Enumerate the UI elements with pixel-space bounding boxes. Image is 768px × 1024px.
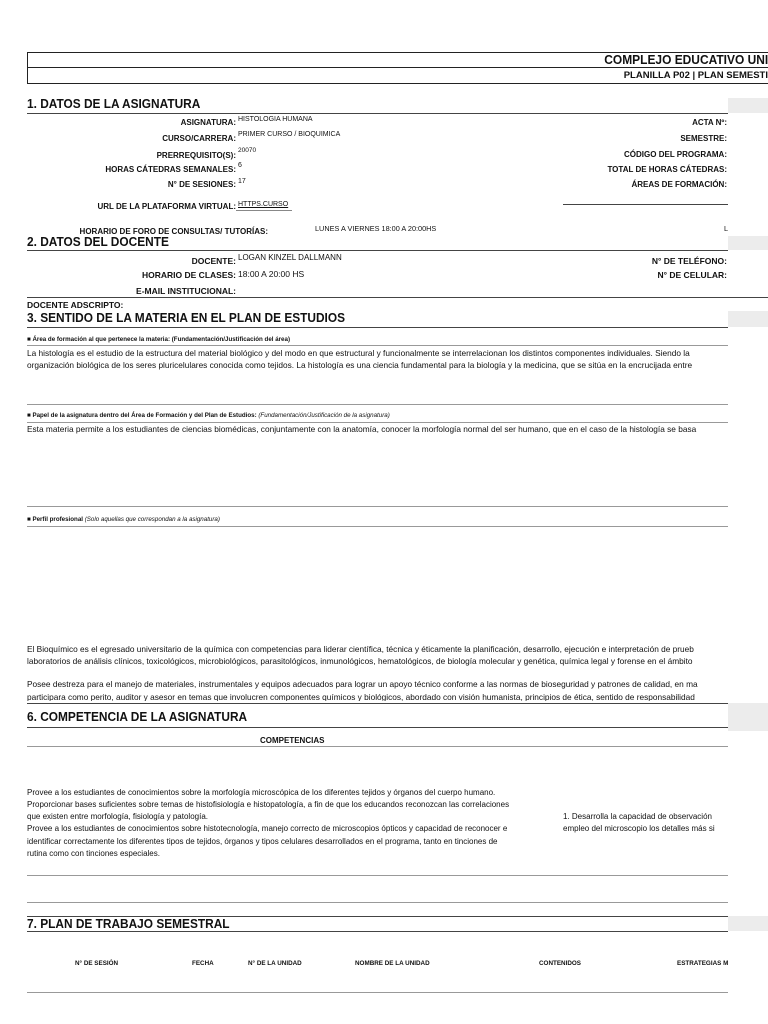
papel-asignatura-label — [27, 412, 390, 419]
field-label-codigo: CÓDIGO DEL PROGRAMA: — [624, 150, 727, 159]
perfil-label-text: ■ Perfil profesional — [27, 516, 83, 523]
section-band — [728, 98, 768, 113]
competencias-header: COMPETENCIAS — [260, 736, 325, 745]
platform-url-link[interactable]: HTTPS.CURSO — [238, 201, 289, 208]
field-label-foro: HORARIO DE FORO DE CONSULTAS/ TUTORÍAS: — [79, 227, 268, 236]
area-paragraph-line-1: La histología es el estudio de la estructura del material biológico y del modo en que estructural y funcionalmente se interrelacionan los distintos componentes individuales. Siendo la — [27, 348, 690, 358]
section-heading-7: 7. PLAN DE TRABAJO SEMESTRAL — [27, 917, 230, 931]
section-band — [728, 311, 768, 327]
competencia-line-5: identificar correctamente los diferentes tipos de tejidos, órganos y tipos celulares desarrollados en el programa, tanto en tinciones de — [27, 837, 498, 846]
field-value-asignatura: HISTOLOGIA HUMANA — [238, 116, 313, 123]
divider — [27, 506, 728, 507]
divider — [27, 727, 728, 728]
divider — [27, 526, 728, 527]
field-label-telefono: N° DE TELÉFONO: — [651, 256, 727, 266]
section-heading-3: 3. SENTIDO DE LA MATERIA EN EL PLAN DE ESTUDIOS — [27, 311, 346, 325]
field-label-email: E-MAIL INSTITUCIONAL: — [136, 286, 236, 296]
competencia-line-4: Provee a los estudiantes de conocimientos sobre histotecnología, manejo correcto de microscopios ópticos y capacidad de reconocer e — [27, 824, 508, 833]
divider — [27, 404, 728, 405]
page-title: COMPLEJO EDUCATIVO UNI — [604, 52, 768, 67]
column-header-fecha: FECHA — [192, 960, 214, 967]
papel-label-note: (Fundamentación/Justificación de la asignatura) — [258, 412, 390, 419]
page-subtitle: PLANILLA P02 | PLAN SEMESTI — [623, 70, 768, 81]
divider — [27, 345, 728, 346]
papel-paragraph: Esta materia permite a los estudiantes de ciencias biomédicas, conjuntamente con la anatomía, conocer la morfología normal del ser humano, que en el caso de la histología se basa — [27, 424, 697, 434]
section-heading-6: 6. COMPETENCIA DE LA ASIGNATURA — [27, 710, 248, 724]
perfil-label-note: (Solo aquellas que correspondan a la asignatura) — [84, 516, 220, 523]
perfil-profesional-label — [27, 516, 220, 523]
competencia-line-2: Proporcionar bases suficientes sobre temas de histofisiología e histopatología, a fin de que los educandos reconozcan las correlaciones — [27, 800, 510, 809]
divider — [27, 250, 728, 251]
section-heading-2: 2. DATOS DEL DOCENTE — [27, 235, 169, 249]
divider — [27, 703, 728, 704]
divider — [27, 875, 728, 876]
field-label-areas: ÁREAS DE FORMACIÓN: — [631, 180, 727, 189]
field-label-semestre: SEMESTRE: — [680, 134, 727, 143]
field-label-url: URL DE LA PLATAFORMA VIRTUAL: — [97, 202, 236, 211]
perfil-paragraph-line-4: participara como perito, auditor y asesor en temas que involucren componentes químicos y biológicos, abordado con visión humanista, principios de ética, sentido de responsabilidad — [27, 692, 695, 701]
field-label-curso: CURSO/CARRERA: — [162, 134, 236, 143]
cut-off-text: L — [724, 224, 729, 233]
section-band — [728, 236, 768, 250]
divider — [27, 422, 728, 423]
field-value-horario: 18:00 A 20:00 HS — [238, 269, 305, 279]
competencia-right-line-2: empleo del microscopio los detalles más si — [563, 824, 715, 833]
area-formacion-label: ■ Área de formación al que pertenece la materia: (Fundamentación/Justificación del área) — [27, 336, 291, 343]
divider — [27, 902, 728, 903]
field-value-docente: LOGAN KINZEL DALLMANN — [238, 253, 342, 262]
field-label-celular: N° DE CELULAR: — [657, 270, 727, 280]
column-header-contenidos: CONTENIDOS — [539, 960, 581, 967]
competencia-line-1: Provee a los estudiantes de conocimientos sobre la morfología microscópica de los diferentes tejidos y órganos del cuerpo humano. — [27, 788, 496, 797]
field-label-horas: HORAS CÁTEDRAS SEMANALES: — [105, 165, 236, 174]
field-value-foro: LUNES A VIERNES 18:00 A 20:00HS — [315, 224, 437, 233]
column-header-nombre: NOMBRE DE LA UNIDAD — [355, 960, 430, 967]
section-band — [728, 703, 768, 731]
section-heading-1: 1. DATOS DE LA ASIGNATURA — [27, 97, 201, 111]
divider — [27, 746, 728, 747]
field-label-sesiones: N° DE SESIONES: — [167, 180, 236, 189]
field-label-total-horas: TOTAL DE HORAS CÁTEDRAS: — [607, 165, 727, 174]
field-value-prerrequisito: 20070 — [238, 147, 257, 154]
divider — [563, 204, 728, 205]
field-label-horario: HORARIO DE CLASES: — [142, 270, 236, 280]
divider — [27, 327, 728, 328]
field-label-prerrequisito: PRERREQUISITO(S): — [156, 151, 236, 160]
field-label-asignatura: ASIGNATURA: — [180, 118, 236, 127]
divider — [27, 916, 728, 917]
field-value-horas: 6 — [238, 162, 242, 169]
perfil-paragraph-line-1: El Bioquímico es el egresado universitario de la química con competencias para liderar científica, técnica y éticamente la planificación, desarrollo, ejecución e interpretación de prueb — [27, 644, 694, 654]
field-label-docente: DOCENTE: — [191, 256, 236, 266]
field-label-acta: ACTA Nº: — [692, 118, 727, 127]
column-header-sesion: N° DE SESIÓN — [75, 960, 119, 967]
section-band — [728, 916, 768, 931]
url-underline — [236, 210, 292, 211]
competencia-line-6: rutina como con tinciones especiales. — [27, 849, 160, 858]
divider — [27, 931, 728, 932]
competencia-line-3: que existen entre morfología, fisiología y patología. — [27, 812, 208, 821]
divider — [27, 113, 728, 114]
column-header-unidad: N° DE LA UNIDAD — [248, 960, 302, 967]
divider — [27, 297, 768, 298]
perfil-paragraph-line-3: Posee destreza para el manejo de materiales, instrumentales y equipos adecuados para lograr un apoyo técnico conforme a las normas de bioseguridad y patrones de calidad, en ma — [27, 679, 698, 689]
perfil-paragraph-line-2: laboratorios de análisis clínicos, toxicológicos, microbiológicos, parasitológicos, inmunológicos, hematológicos, de biología molecular y genética, química legal y forense en el ámbito — [27, 656, 693, 666]
divider — [27, 992, 728, 993]
competencia-right-line-1: 1. Desarrolla la capacidad de observación — [563, 812, 712, 821]
field-value-curso: PRIMER CURSO / BIOQUIMICA — [238, 131, 341, 138]
papel-label-text: ■ Papel de la asignatura dentro del Área de Formación y del Plan de Estudios: — [27, 412, 257, 419]
area-paragraph-line-2: organización biológica de los seres pluricelulares conocida como tejidos. La histología es una ciencia fundamental para la biología y la medicina, que se sitúa en la encrucijada entre — [27, 360, 693, 370]
docente-adscripto-label: DOCENTE ADSCRIPTO: — [27, 300, 124, 310]
field-value-sesiones: 17 — [238, 178, 246, 185]
column-header-estrategias: ESTRATEGIAS M — [677, 960, 729, 967]
